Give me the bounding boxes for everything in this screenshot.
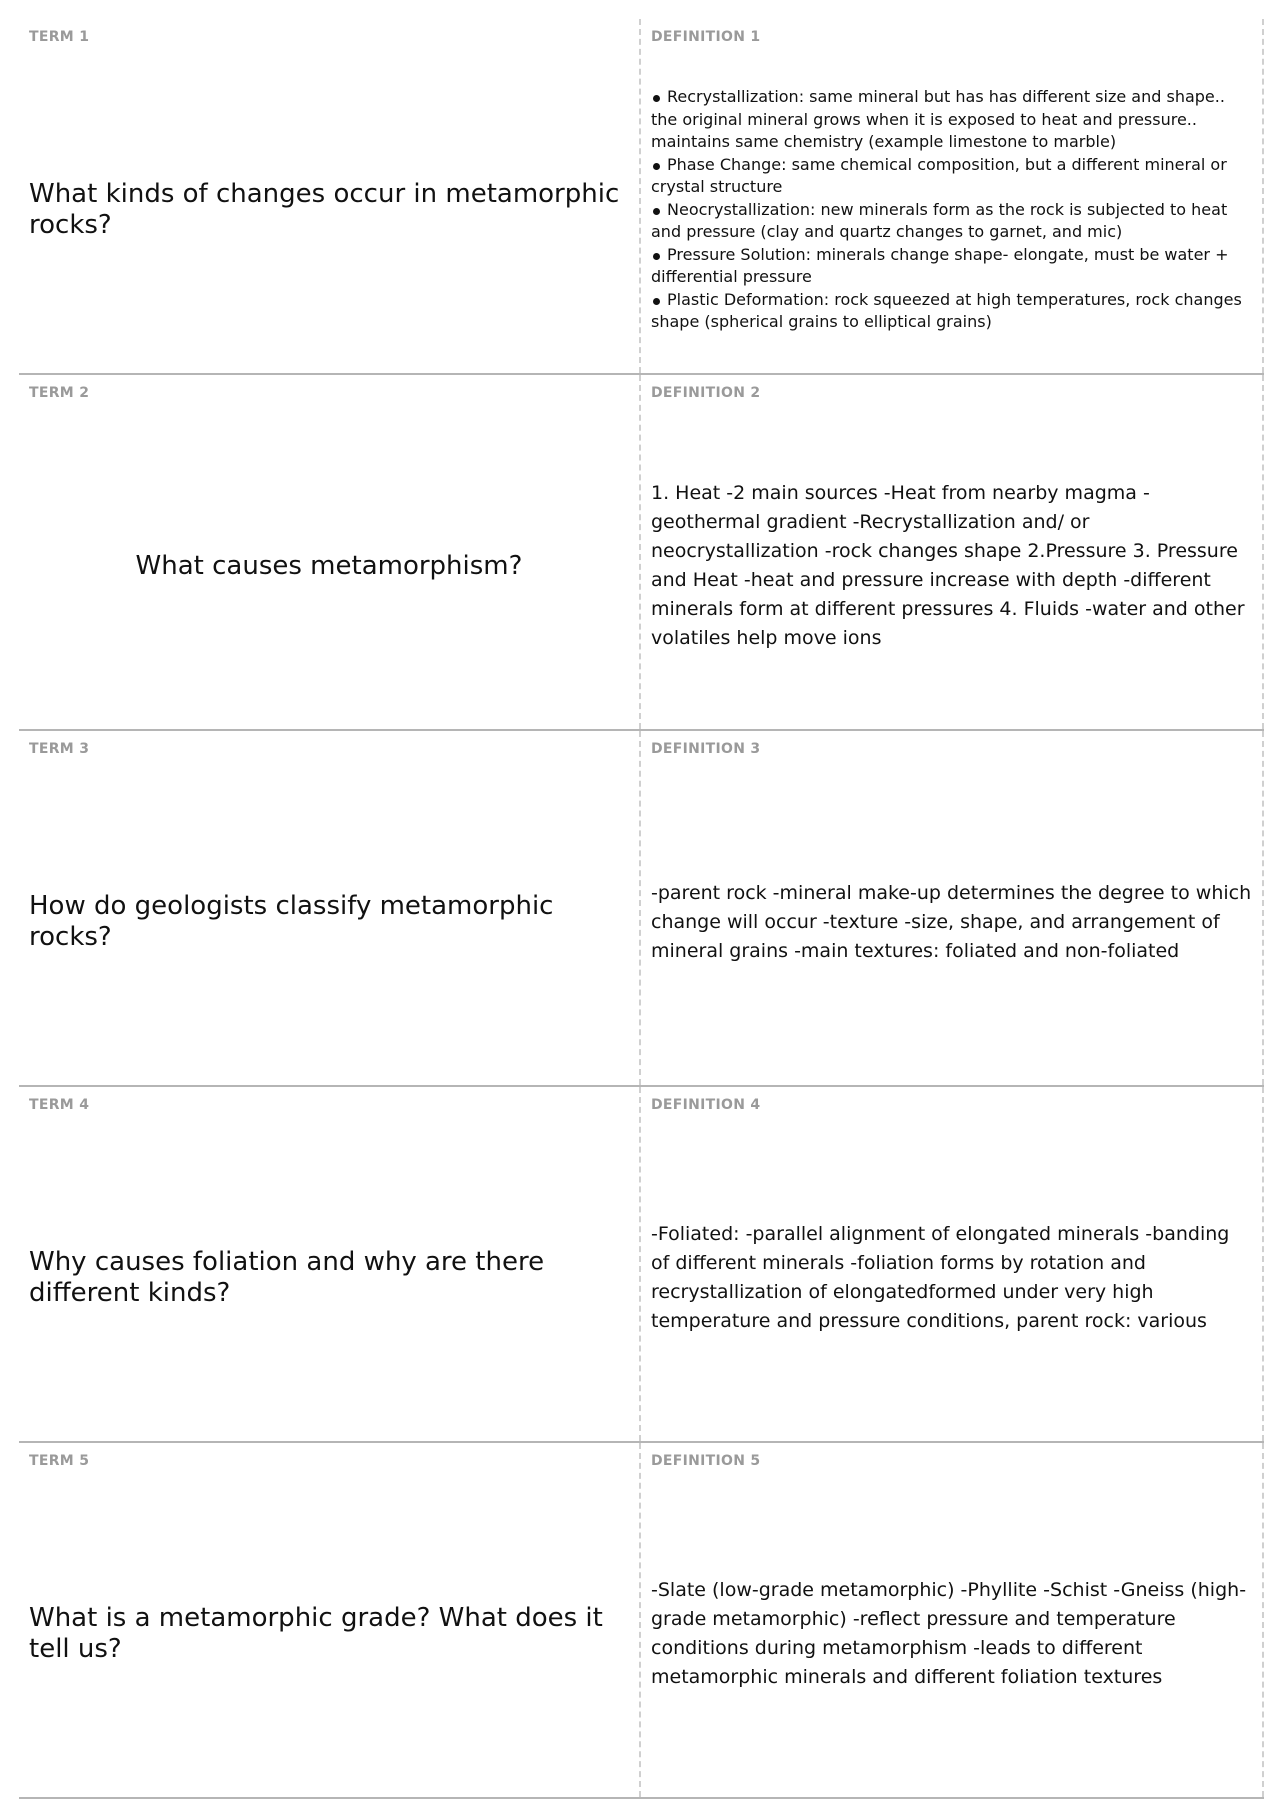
term-text: What is a metamorphic grade? What does it tell us? (29, 1603, 603, 1664)
definition-bullet-list (651, 86, 1252, 334)
term-label: TERM 3 (29, 741, 90, 757)
definition-label: DEFINITION 1 (651, 29, 761, 45)
definition-cell (641, 1443, 1264, 1797)
term-cell (19, 1087, 641, 1441)
flashcard-row (19, 1443, 1264, 1799)
definition-bullet: Recrystallization: same mineral but has has different size and shape.. the original mineral grows when it is exposed to heat and pressure.. maintains same chemistry (example limestone to marble) (651, 86, 1252, 154)
definition-label: DEFINITION 4 (651, 1097, 761, 1113)
flashcard-row (19, 375, 1264, 731)
definition-cell (641, 731, 1264, 1085)
term-text: Why causes foliation and why are there different kinds? (29, 1247, 545, 1308)
definition-bullet: Neocrystallization: new minerals form as the rock is subjected to heat and pressure (clay and quartz changes to garnet, and mic) (651, 199, 1252, 244)
flashcard-row (19, 731, 1264, 1087)
definition-label: DEFINITION 3 (651, 741, 761, 757)
definition-bullet: Plastic Deformation: rock squeezed at high temperatures, rock changes shape (spherical grains to elliptical grains) (651, 289, 1252, 334)
term-label: TERM 5 (29, 1453, 90, 1469)
term-label: TERM 4 (29, 1097, 90, 1113)
flashcard-row (19, 1087, 1264, 1443)
definition-text: -Slate (low-grade metamorphic) -Phyllite -Schist -Gneiss (high-grade metamorphic) -reflect pressure and temperature conditions during metamorphism -leads to different metamorphic minerals and different foliation textures (651, 1579, 1247, 1688)
definition-text: -parent rock -mineral make-up determines the degree to which change will occur -texture -size, shape, and arrangement of mineral grains -main textures: foliated and non-foliated (651, 881, 1252, 962)
term-text: What causes metamorphism? (135, 550, 523, 581)
term-text: What kinds of changes occur in metamorphic rocks? (29, 179, 620, 240)
definition-label: DEFINITION 5 (651, 1453, 761, 1469)
definition-label: DEFINITION 2 (651, 385, 761, 401)
term-cell (19, 375, 641, 729)
definition-cell (641, 1087, 1264, 1441)
term-cell (19, 731, 641, 1085)
definition-bullet: Phase Change: same chemical composition, but a different mineral or crystal structure (651, 154, 1252, 199)
flashcard-row (19, 19, 1264, 375)
term-text: How do geologists classify metamorphic rocks? (29, 891, 554, 952)
term-cell (19, 1443, 641, 1797)
flashcard-sheet (19, 19, 1264, 1799)
definition-text: 1. Heat -2 main sources -Heat from nearby magma -geothermal gradient -Recrystallization and/ or neocrystallization -rock changes shape 2.Pressure 3. Pressure and Heat -heat and pressure increase with depth -different minerals form at different pressures 4. Fluids -water and other volatiles help move ions (651, 482, 1245, 649)
term-cell (19, 19, 641, 373)
term-label: TERM 2 (29, 385, 90, 401)
term-label: TERM 1 (29, 29, 90, 45)
definition-bullet: Pressure Solution: minerals change shape- elongate, must be water + differential pressure (651, 244, 1252, 289)
definition-cell (641, 19, 1264, 373)
definition-cell (641, 375, 1264, 729)
definition-text: -Foliated: -parallel alignment of elongated minerals -banding of different minerals -foliation forms by rotation and recrystallization of elongatedformed under very high temperature and pressure conditions, parent rock: various (651, 1223, 1230, 1332)
